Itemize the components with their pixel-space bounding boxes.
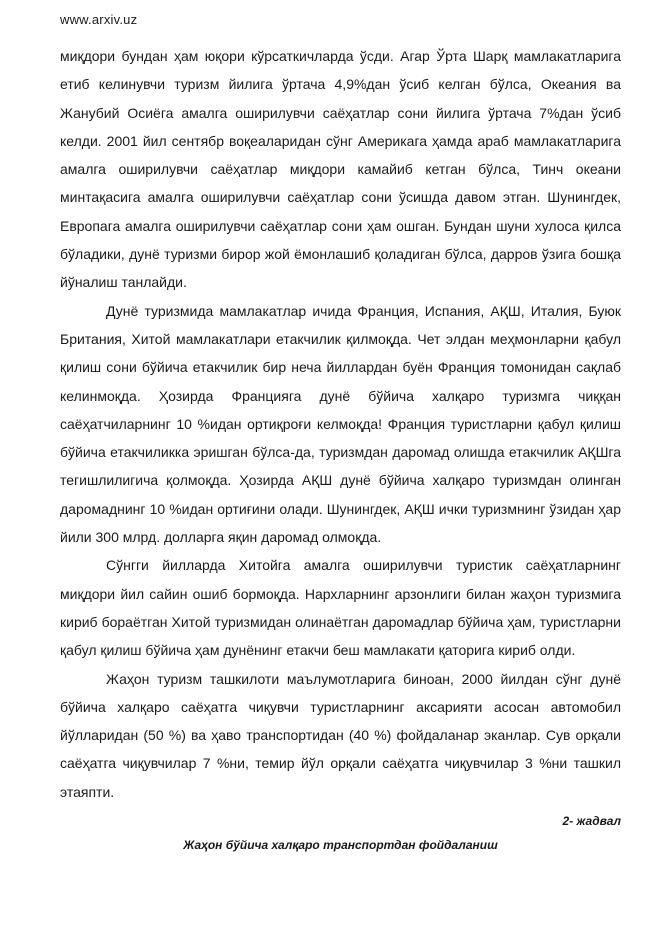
paragraph-continuation: миқдори бундан ҳам юқори кўрсаткичларда ўсди. Агар Ўрта Шарқ мамлакатларига етиб келинувчи туризм йилига ўртача 4,9%дан ўсиб келган бўлса, Океания ва Жанубий Осиёга амалга оширилувчи саёҳатлар сони йилига ўртача 7%дан ўсиб келди. 2001 йил сентябр воқеаларидан сўнг Америкага ҳамда араб мамлакатларига амалга оширилувчи саёҳатлар миқдори камайиб кетган бўлса, Тинч океани минтақасига амалга оширилувчи саёҳатлар сони ўсишда давом этган. Шунингдек, Европага амалга оширилувчи саёҳатлар сони ҳам ошган. Бундан шуни хулоса қилса бўладики, дунё туризми бирор жой ёмонлашиб қоладиган бўлса, дарров ўзига бошқа йўналиш танлайди.	[60, 48, 621, 291]
table-title: Жаҳон бўйича халқаро транспортдан фойдаланиш	[183, 838, 498, 853]
table-number-label: 2- жадвал	[562, 814, 621, 829]
site-url-header: www.arxiv.uz	[60, 12, 138, 27]
paragraph-china-tourism: Сўнгги йилларда Хитойга амалга оширилувчи туристик саёҳатларнинг миқдори йил сайин ошиб бормоқда. Нархларнинг арзонлиги билан жаҳон туризмига кириб бораётган Хитой туризмидан олинаётган даромадлар бўйича ҳам, туристларни қабул қилиш бўйича ҳам дунёнинг етакчи беш мамлакати қаторига кириб олди.	[60, 557, 621, 659]
paragraph-transport-stats: Жаҳон туризм ташкилоти маълумотларига биноан, 2000 йилдан сўнг дунё бўйича халқаро саёҳатга чиқувчи туристларнинг аксарияти асосан автомобил йўлларидан (50 %) ва ҳаво транспортидан (40 %) фойдаланар эканлар. Сув орқали саёҳатга чиқувчилар 7 %ни, темир йўл орқали саёҳатга чиқувчилар 3 %ни ташкил этаяпти.	[60, 670, 621, 800]
paragraph-leading-countries: Дунё туризмида мамлакатлар ичида Франция, Испания, АҚШ, Италия, Буюк Британия, Хитой мамлакатлари етакчилик қилмоқда. Чет элдан меҳмонларни қабул қилиш сони бўйича етакчилик бир неча йиллардан буён Франция томонидан сақлаб келинмоқда. Ҳозирда Францияга дунё бўйича халқаро туризмга чиққан саёҳатчиларнинг 10 %идан ортиқроғи келмоқда! Франция туристларни қабул қилиш бўйича етакчиликка эришган бўлса-да, туризмдан даромад олишда етакчилик АҚШга тегишлилигича қолмоқда. Ҳозирда АҚШ дунё бўйича халқаро туризмдан олинган даромаднинг 10 %идан ортиғини олади. Шунингдек, АҚШ ички туризмнинг ўзидан ҳар йили 300 млрд. долларга яқин даромад олмоқда.	[60, 302, 621, 546]
document-body	[60, 42, 621, 854]
